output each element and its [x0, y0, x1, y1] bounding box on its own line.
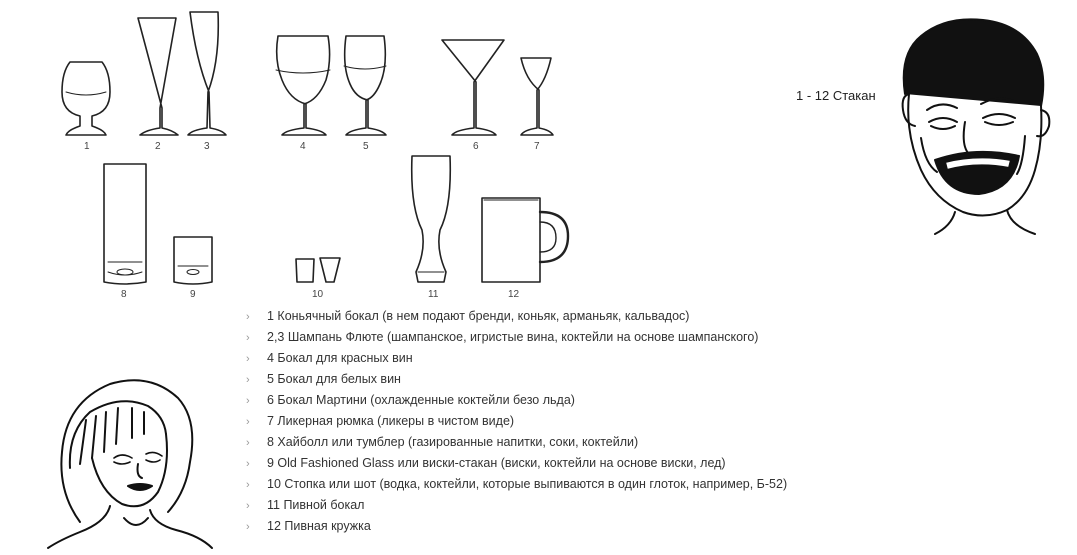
list-item-text: 7 Ликерная рюмка (ликеры в чистом виде)	[267, 414, 515, 428]
glass-2-flute	[138, 18, 178, 135]
bullet-icon: ›	[246, 374, 250, 386]
glassware-illustration	[0, 0, 620, 305]
glass-1-cognac	[62, 62, 110, 135]
glass-number: 8	[121, 289, 127, 300]
glass-number: 5	[363, 141, 369, 152]
bullet-icon: ›	[246, 521, 250, 533]
glass-7-liqueur	[521, 58, 553, 135]
glass-number: 1	[84, 141, 90, 152]
glass-number: 11	[428, 289, 439, 300]
glass-5-white-wine	[344, 36, 386, 135]
glass-legend-list	[246, 306, 787, 537]
list-item-text: 5 Бокал для белых вин	[267, 372, 401, 386]
glass-number: 3	[204, 141, 210, 152]
bullet-icon: ›	[246, 395, 250, 407]
list-item-text: 11 Пивной бокал	[267, 498, 365, 512]
list-item	[246, 453, 787, 474]
glass-6-martini	[442, 40, 504, 135]
glass-number: 9	[190, 289, 196, 300]
list-item-text: 4 Бокал для красных вин	[267, 351, 413, 365]
glass-4-red-wine	[276, 36, 330, 135]
glass-10-shot	[296, 258, 340, 282]
list-item	[246, 369, 787, 390]
list-item	[246, 474, 787, 495]
woman-sketch-image	[40, 372, 218, 555]
list-item-text: 12 Пивная кружка	[267, 519, 371, 533]
list-item	[246, 390, 787, 411]
list-item-text: 2,3 Шампань Флюте (шампанское, игристые вина, коктейли на основе шампанского)	[267, 330, 759, 344]
caption-text: 1 - 12 Стакан	[796, 88, 876, 103]
glass-9-old-fashioned	[174, 237, 212, 284]
glass-12-beer-mug	[482, 198, 568, 282]
list-item	[246, 495, 787, 516]
bullet-icon: ›	[246, 416, 250, 428]
bullet-icon: ›	[246, 500, 250, 512]
glass-number: 12	[508, 289, 520, 300]
list-item	[246, 327, 787, 348]
glass-number: 2	[155, 141, 161, 152]
list-item-text: 10 Стопка или шот (водка, коктейли, которые выпиваются в один глоток, например, Б-52)	[267, 477, 788, 491]
list-item-text: 1 Коньячный бокал (в нем подают бренди, коньяк, арманьяк, кальвадос)	[267, 309, 690, 323]
glass-number: 6	[473, 141, 479, 152]
bullet-icon: ›	[246, 353, 250, 365]
glass-8-highball	[104, 164, 146, 284]
glass-number: 10	[312, 289, 324, 300]
glass-11-beer	[412, 156, 451, 282]
glass-3-flute	[188, 12, 226, 135]
bullet-icon: ›	[246, 332, 250, 344]
bullet-icon: ›	[246, 479, 250, 491]
list-item	[246, 411, 787, 432]
list-item	[246, 432, 787, 453]
list-item	[246, 306, 787, 327]
glassware-drawing	[0, 0, 620, 305]
list-item-text: 8 Хайболл или тумблер (газированные напитки, соки, коктейли)	[267, 435, 639, 449]
bullet-icon: ›	[246, 311, 250, 323]
bullet-icon: ›	[246, 458, 250, 470]
list-item-text: 9 Old Fashioned Glass или виски-стакан (виски, коктейли на основе виски, лед)	[267, 456, 726, 470]
glass-number: 4	[300, 141, 306, 152]
list-item	[246, 348, 787, 369]
laughing-face-image	[895, 14, 1055, 244]
list-item	[246, 516, 787, 537]
list-item-text: 6 Бокал Мартини (охлажденные коктейли безо льда)	[267, 393, 575, 407]
bullet-icon: ›	[246, 437, 250, 449]
glass-number: 7	[534, 141, 540, 152]
